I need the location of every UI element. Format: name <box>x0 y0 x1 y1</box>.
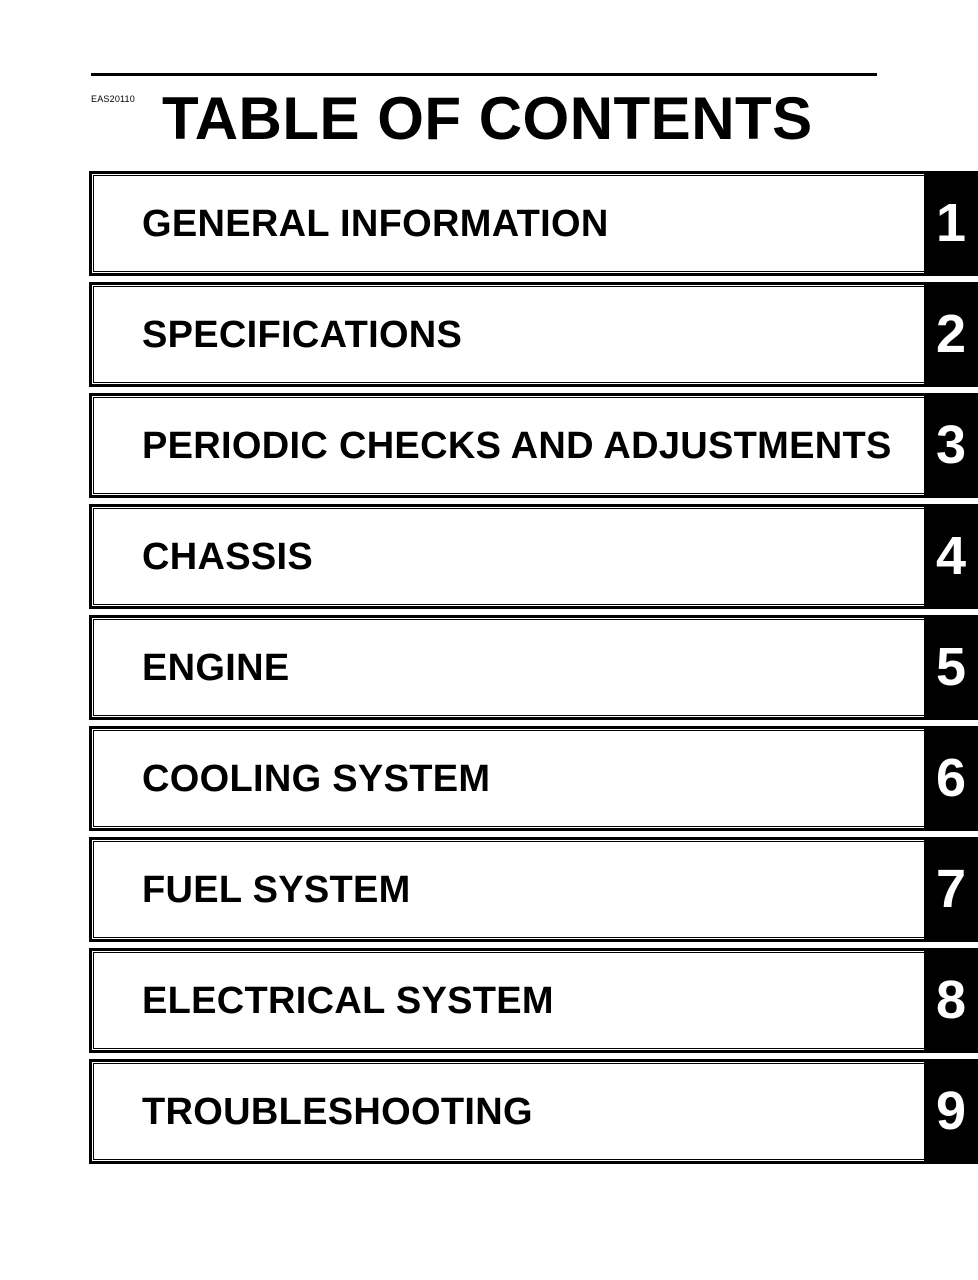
chapter-tab[interactable] <box>924 504 978 609</box>
toc-entry-label: TROUBLESHOOTING <box>142 1091 533 1133</box>
toc-entry-engine[interactable] <box>89 615 978 720</box>
chapter-tab[interactable] <box>924 837 978 942</box>
chapter-tab[interactable] <box>924 282 978 387</box>
chapter-tab[interactable] <box>924 393 978 498</box>
toc-entry-label: COOLING SYSTEM <box>142 758 491 800</box>
toc-entry-frame <box>89 504 924 609</box>
header-rule <box>91 73 877 76</box>
toc-entry-frame <box>89 948 924 1053</box>
chapter-tab[interactable] <box>924 726 978 831</box>
toc-entry-chassis[interactable] <box>89 504 978 609</box>
chapter-tab[interactable] <box>924 171 978 276</box>
chapter-tab[interactable] <box>924 948 978 1053</box>
chapter-number: 9 <box>935 1081 967 1141</box>
toc-entry-specifications[interactable] <box>89 282 978 387</box>
toc-entry-label: FUEL SYSTEM <box>142 869 411 911</box>
toc-entry-label: CHASSIS <box>142 536 314 578</box>
chapter-number: 5 <box>935 637 967 697</box>
chapter-number: 8 <box>935 970 967 1030</box>
toc-entry-label: PERIODIC CHECKS AND ADJUSTMENTS <box>142 425 892 467</box>
toc-entry-frame <box>89 615 924 720</box>
toc-entry-label: GENERAL INFORMATION <box>142 203 609 245</box>
toc-entry-label: ENGINE <box>142 647 290 689</box>
chapter-number: 3 <box>935 415 967 475</box>
toc-entry-general-information[interactable] <box>89 171 978 276</box>
toc-entry-frame <box>89 393 924 498</box>
toc-entry-fuel-system[interactable] <box>89 837 978 942</box>
chapter-number: 2 <box>935 304 967 364</box>
chapter-number: 4 <box>935 526 967 586</box>
toc-entry-label: SPECIFICATIONS <box>142 314 463 356</box>
toc-entry-label: ELECTRICAL SYSTEM <box>142 980 554 1022</box>
page-title: TABLE OF CONTENTS <box>162 85 813 152</box>
chapter-number: 7 <box>935 859 967 919</box>
toc-entry-troubleshooting[interactable] <box>89 1059 978 1164</box>
chapter-number: 6 <box>935 748 967 808</box>
toc-entry-cooling-system[interactable] <box>89 726 978 831</box>
chapter-number: 1 <box>935 193 967 253</box>
toc-entry-frame <box>89 837 924 942</box>
toc-entry-frame <box>89 726 924 831</box>
toc-entry-periodic-checks[interactable] <box>89 393 978 498</box>
document-code: EAS20110 <box>91 94 135 104</box>
chapter-tab[interactable] <box>924 1059 978 1164</box>
chapter-tab[interactable] <box>924 615 978 720</box>
toc-entry-frame <box>89 282 924 387</box>
toc-entry-electrical-system[interactable] <box>89 948 978 1053</box>
toc-entry-frame <box>89 171 924 276</box>
toc-entry-frame <box>89 1059 924 1164</box>
